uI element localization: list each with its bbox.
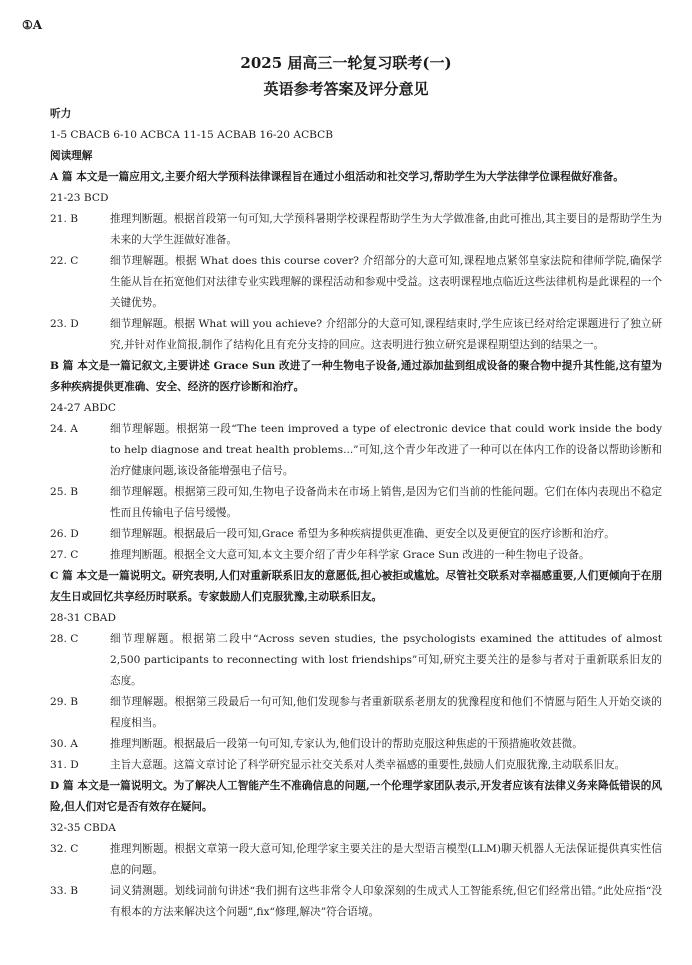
item-explanation: 推理判断题。根据全文大意可知,本文主要介绍了青少年科学家 Grace Sun 改进的一种生物电子设备。: [110, 549, 590, 561]
passage-d-summary: D 篇 本文是一篇说明文。为了解决人工智能产生不准确信息的问题,一个伦理学家团队表示,开发者应该有法律义务来降低错误的风险,但人们对它是否有效存在疑问。: [50, 780, 662, 813]
item-explanation: 主旨大意题。这篇文章讨论了科学研究显示社交关系对人类幸福感的重要性,鼓励人们克服犹豫,主动联系旧友。: [110, 759, 626, 771]
item-number: 21. B: [50, 213, 78, 225]
reading-heading: 阅读理解: [50, 150, 93, 162]
answer-item: [50, 524, 662, 545]
item-number: 32. C: [50, 843, 79, 855]
answer-item: [50, 881, 662, 923]
listening-answers: 1-5 CBACB 6-10 ACBCA 11-15 ACBAB 16-20 ACBCB: [50, 129, 334, 141]
answer-item: [50, 209, 662, 251]
item-number: 27. C: [50, 549, 79, 561]
item-number: 31. D: [50, 759, 79, 771]
passage-c-answers: 28-31 CBAD: [50, 612, 116, 624]
item-number: 25. B: [50, 486, 78, 498]
passage-b-summary: B 篇 本文是一篇记叙文,主要讲述 Grace Sun 改进了一种生物电子设备,通过添加盐到组成设备的聚合物中提升其性能,这有望为多种疾病提供更准确、安全、经济的医疗诊断和治疗。: [50, 360, 662, 393]
answer-item: [50, 755, 662, 776]
corner-mark: ①A: [22, 18, 43, 32]
item-explanation: 细节理解题。根据第三段最后一句可知,他们发现参与者重新联系老朋友的犹豫程度和他们不情愿与陌生人开始交谈的程度相当。: [110, 696, 662, 729]
item-explanation: 细节理解题。根据 What will you achieve? 介绍部分的大意可知,课程结束时,学生应该已经对给定课题进行了独立研究,并针对作业简报,制作了结构化且有充分支持的回应。这表明进行独立研究是课程期望达到的结果之一。: [110, 318, 662, 351]
page-title: 2025 届高三一轮复习联考(一): [240, 54, 452, 72]
item-explanation: 细节理解题。根据第二段中“Across seven studies, the psychologists examined the attitudes of almost 2,500 participants to reconnecting with lost friendships”可知,研究主要关注的是参与者对于重新联系旧友的态度。: [110, 633, 662, 687]
answer-item: [50, 839, 662, 881]
item-number: 30. A: [50, 738, 78, 750]
item-number: 28. C: [50, 633, 79, 645]
item-number: 29. B: [50, 696, 78, 708]
answer-item: [50, 482, 662, 524]
passage-a-answers: 21-23 BCD: [50, 192, 109, 204]
page-subtitle: 英语参考答案及评分意见: [263, 80, 429, 98]
passage-a-summary: A 篇 本文是一篇应用文,主要介绍大学预科法律课程旨在通过小组活动和社交学习,帮助学生为大学法律学位课程做好准备。: [50, 171, 624, 183]
passage-c-summary: C 篇 本文是一篇说明文。研究表明,人们对重新联系旧友的意愿低,担心被拒或尴尬。尽管社交联系对幸福感重要,人们更倾向于在朋友生日或回忆共享经历时联系。专家鼓励人们克服犹豫,主动联系旧友。: [50, 570, 662, 603]
answer-item: [50, 251, 662, 314]
item-explanation: 细节理解题。根据第一段“The teen improved a type of electronic device that could work inside the body to help diagnose and treat health problems...”可知,这个青少年改进了一种可以在体内工作的设备以帮助诊断和治疗健康问题,该设备能增强电子信号。: [110, 423, 662, 477]
item-number: 23. D: [50, 318, 79, 330]
item-explanation: 细节理解题。根据最后一段可知,Grace 希望为多种疾病提供更准确、更安全以及更便宜的医疗诊断和治疗。: [110, 528, 615, 540]
item-explanation: 推理判断题。根据最后一段第一句可知,专家认为,他们设计的帮助克服这种焦虑的干预措施收效甚微。: [110, 738, 583, 750]
item-number: 24. A: [50, 423, 78, 435]
answer-item: [50, 545, 662, 566]
listening-heading: 听力: [50, 108, 72, 120]
item-number: 22. C: [50, 255, 79, 267]
item-explanation: 细节理解题。根据第三段可知,生物电子设备尚未在市场上销售,是因为它们当前的性能问题。它们在体内表现出不稳定性而且传输电子信号缓慢。: [110, 486, 662, 519]
item-explanation: 词义猜测题。划线词前句讲述“我们拥有这些非常令人印象深刻的生成式人工智能系统,但它们经常出错。”此处应指“没有根本的方法来解决这个问题”,fix“修理,解决”符合语境。: [110, 885, 662, 918]
answer-item: [50, 734, 662, 755]
item-explanation: 推理判断题。根据首段第一句可知,大学预科暑期学校课程帮助学生为大学做准备,由此可推出,其主要目的是帮助学生为未来的大学生涯做好准备。: [110, 213, 662, 246]
item-explanation: 推理判断题。根据文章第一段大意可知,伦理学家主要关注的是大型语言模型(LLM)聊天机器人无法保证提供真实性信息的问题。: [110, 843, 662, 876]
item-number: 33. B: [50, 885, 78, 897]
answer-item: [50, 692, 662, 734]
item-number: 26. D: [50, 528, 79, 540]
item-explanation: 细节理解题。根据 What does this course cover? 介绍部分的大意可知,课程地点紧邻皇家法院和律师学院,确保学生能从旨在拓宽他们对法律专业实践理解的课程活动和参观中受益。这表明课程地点临近这些法律机构是此课程的一个关键优势。: [110, 255, 662, 309]
passage-b-answers: 24-27 ABDC: [50, 402, 116, 414]
passage-d-answers: 32-35 CBDA: [50, 822, 116, 834]
answer-item: [50, 314, 662, 356]
answer-item: [50, 419, 662, 482]
answer-item: [50, 629, 662, 692]
document-body: [50, 104, 662, 923]
